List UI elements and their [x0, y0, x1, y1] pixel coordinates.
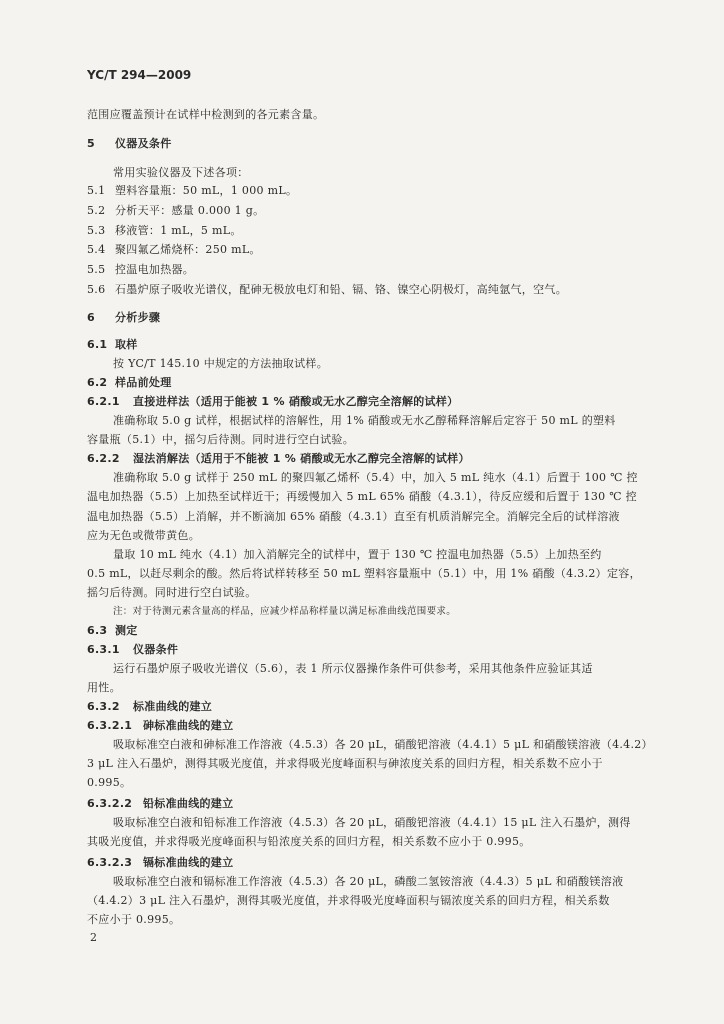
clause-number: 5.2 [87, 204, 106, 217]
section-title: 分析步骤 [115, 311, 161, 324]
clause-6-2-1-line-2: 容量瓶（5.1）中，摇匀后待测。同时进行空白试验。 [87, 433, 354, 446]
clause-6-3-1-heading [87, 643, 178, 657]
clause-text: 控温电加热器。 [115, 263, 195, 276]
clause-5-1 [87, 184, 297, 198]
section-number: 6 [87, 311, 95, 324]
clause-5-5 [87, 263, 194, 277]
clause-number: 5.1 [87, 184, 106, 197]
clause-6-3-heading [87, 624, 138, 638]
clause-number: 6.3.1 [87, 643, 120, 656]
clause-title: 仪器条件 [133, 643, 179, 656]
clause-title: 测定 [115, 624, 138, 637]
clause-text: 分析天平：感量 0.000 1 g。 [115, 204, 265, 217]
page-number: 2 [90, 931, 97, 944]
clause-number: 6.3 [87, 624, 108, 637]
clause-6-3-2-3-line-2: （4.4.2）3 μL 注入石墨炉，测得其吸光度值，并求得吸光度峰面积与镉浓度关系的回归方程，相关系数 [87, 894, 610, 907]
clause-title: 标准曲线的建立 [133, 700, 213, 713]
clause-6-2-2-p1-line-2: 温电加热器（5.5）上加热至试样近干；再缓慢加入 5 mL 65% 硝酸（4.3.1），待反应缓和后置于 130 ℃ 控 [87, 490, 637, 503]
clause-6-2-2-p1-line-4: 应为无色或微带黄色。 [87, 529, 200, 542]
clause-6-3-2-2-line-1: 吸取标准空白液和铅标准工作溶液（4.5.3）各 20 μL，硝酸钯溶液（4.4.1）15 μL 注入石墨炉，测得 [113, 816, 631, 829]
clause-number: 6.3.2.1 [87, 719, 133, 732]
clause-6-1-text: 按 YC/T 145.10 中规定的方法抽取试样。 [113, 357, 329, 370]
clause-6-2-1-heading [87, 395, 458, 409]
clause-5-4 [87, 243, 261, 257]
clause-6-3-2-heading [87, 700, 212, 714]
clause-6-2-2-p1-line-3: 温电加热器（5.5）上消解，并不断滴加 65% 硝酸（4.3.1）直至有机质消解完全。消解完全后的试样溶液 [87, 510, 620, 523]
clause-number: 6.2 [87, 376, 108, 389]
section-5-intro: 常用实验仪器及下述各项： [113, 166, 249, 179]
clause-6-3-2-1-line-1: 吸取标准空白液和砷标准工作溶液（4.5.3）各 20 μL，硝酸钯溶液（4.4.1）5 μL 和硝酸镁溶液（4.4.2） [113, 738, 653, 751]
clause-number: 6.1 [87, 338, 108, 351]
clause-number: 5.4 [87, 243, 106, 256]
clause-number: 6.2.1 [87, 395, 120, 408]
clause-6-2-2-p2-line-2: 0.5 mL，以赶尽剩余的酸。然后将试样转移至 50 mL 塑料容量瓶中（5.1）中，用 1% 硝酸（4.3.2）定容， [87, 567, 641, 580]
clause-title: 湿法消解法（适用于不能被 1 % 硝酸或无水乙醇完全溶解的试样） [133, 452, 470, 465]
clause-6-3-2-2-line-2: 其吸光度值，并求得吸光度峰面积与铅浓度关系的回归方程，相关系数不应小于 0.995。 [87, 835, 531, 848]
clause-number: 6.3.2.2 [87, 797, 133, 810]
clause-text: 移液管：1 mL，5 mL。 [115, 224, 242, 237]
clause-5-3 [87, 224, 242, 238]
clause-6-1-heading [87, 338, 138, 352]
section-5-heading [87, 137, 172, 151]
clause-title: 镉标准曲线的建立 [143, 856, 234, 869]
clause-6-2-1-line-1: 准确称取 5.0 g 试样，根据试样的溶解性，用 1% 硝酸或无水乙醇稀释溶解后定容于 50 mL 的塑料 [113, 414, 616, 427]
section-title: 仪器及条件 [115, 137, 172, 150]
clause-6-2-2-p1-line-1: 准确称取 5.0 g 试样于 250 mL 的聚四氟乙烯杯（5.4）中，加入 5 mL 纯水（4.1）后置于 100 ℃ 控 [113, 471, 638, 484]
clause-number: 5.3 [87, 224, 106, 237]
standard-number: YC/T 294—2009 [87, 68, 192, 82]
clause-6-3-2-3-line-1: 吸取标准空白液和镉标准工作溶液（4.5.3）各 20 μL，磷酸二氢铵溶液（4.4.3）5 μL 和硝酸镁溶液 [113, 875, 624, 888]
clause-number: 5.5 [87, 263, 106, 276]
clause-number: 6.2.2 [87, 452, 120, 465]
clause-6-3-1-line-1: 运行石墨炉原子吸收光谱仪（5.6），表 1 所示仪器操作条件可供参考，采用其他条件应验证其适 [113, 662, 593, 675]
clause-6-3-2-2-heading [87, 797, 233, 811]
clause-number: 5.6 [87, 283, 106, 296]
clause-6-3-1-line-2: 用性。 [87, 681, 121, 694]
clause-6-2-2-heading [87, 452, 470, 466]
clause-6-2-2-note: 注：对于待测元素含量高的样品，应减少样品称样量以满足标准曲线范围要求。 [113, 606, 457, 617]
clause-title: 取样 [115, 338, 138, 351]
clause-6-2-2-p2-line-1: 量取 10 mL 纯水（4.1）加入消解完全的试样中，置于 130 ℃ 控温电加热器（5.5）上加热至约 [113, 548, 602, 561]
clause-5-6 [87, 283, 567, 297]
clause-6-2-2-p2-line-3: 摇匀后待测。同时进行空白试验。 [87, 586, 257, 599]
clause-title: 砷标准曲线的建立 [143, 719, 234, 732]
clause-5-2 [87, 204, 264, 218]
clause-title: 样品前处理 [115, 376, 172, 389]
clause-6-2-heading [87, 376, 172, 390]
section-number: 5 [87, 137, 95, 150]
clause-6-3-2-1-heading [87, 719, 233, 733]
clause-6-3-2-1-line-2: 3 μL 注入石墨炉，测得其吸光度值，并求得吸光度峰面积与砷浓度关系的回归方程，相关系数不应小于 [87, 757, 603, 770]
clause-text: 塑料容量瓶：50 mL，1 000 mL。 [115, 184, 298, 197]
clause-title: 铅标准曲线的建立 [143, 797, 234, 810]
clause-6-3-2-3-line-3: 不应小于 0.995。 [87, 913, 181, 926]
clause-6-3-2-1-line-3: 0.995。 [87, 776, 132, 789]
clause-text: 聚四氟乙烯烧杯：250 mL。 [115, 243, 261, 256]
section-6-heading [87, 311, 160, 325]
clause-title: 直接进样法（适用于能被 1 % 硝酸或无水乙醇完全溶解的试样） [133, 395, 459, 408]
clause-number: 6.3.2.3 [87, 856, 133, 869]
continuation-text: 范围应覆盖预计在试样中检测到的各元素含量。 [87, 108, 325, 121]
clause-text: 石墨炉原子吸收光谱仪，配砷无极放电灯和铅、镉、铬、镍空心阴极灯，高纯氩气，空气。 [115, 283, 567, 296]
clause-number: 6.3.2 [87, 700, 120, 713]
clause-6-3-2-3-heading [87, 856, 233, 870]
